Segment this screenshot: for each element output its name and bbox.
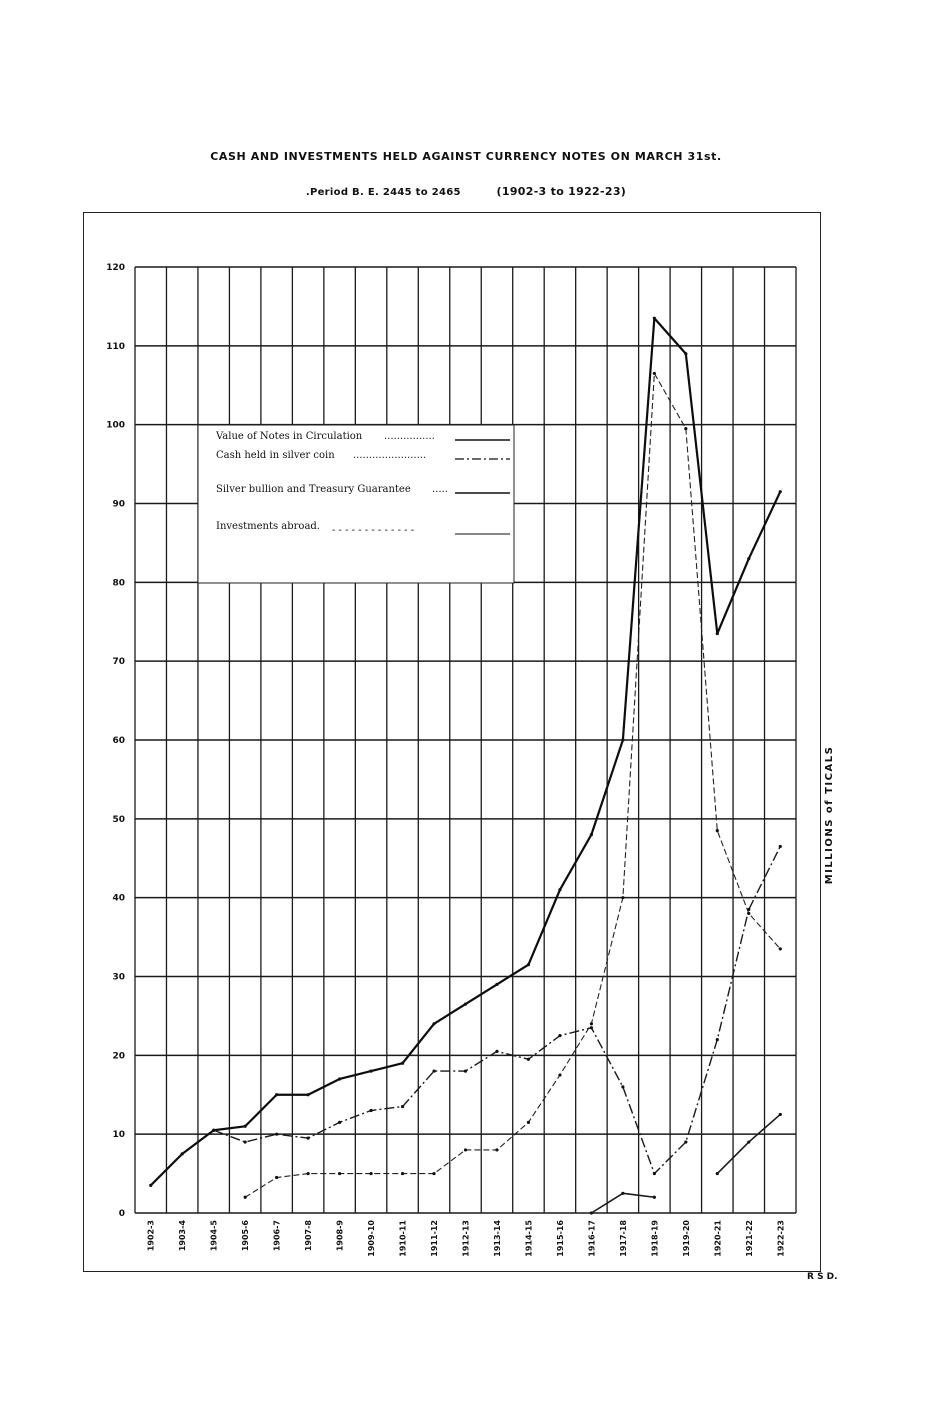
data-point: [432, 1172, 435, 1175]
data-point: [401, 1105, 404, 1108]
x-tick-label: 1916-17: [587, 1220, 597, 1257]
data-point: [747, 557, 750, 560]
series-line-3: [591, 1193, 654, 1213]
data-point: [590, 1026, 593, 1029]
data-point: [621, 896, 624, 899]
data-point: [653, 317, 656, 320]
y-tick-label: 10: [112, 1130, 125, 1141]
legend-box: [198, 425, 514, 583]
x-tick-label: 1906-7: [272, 1220, 282, 1252]
data-point: [684, 427, 687, 430]
data-point: [716, 632, 719, 635]
x-tick-label: 1902-3: [146, 1220, 156, 1252]
data-point: [527, 963, 530, 966]
legend-label-silver-coin: Cash held in silver coin: [216, 450, 335, 461]
x-tick-label: 1908-9: [335, 1220, 345, 1252]
data-point: [621, 1085, 624, 1088]
data-point: [244, 1140, 247, 1143]
data-point: [401, 1062, 404, 1065]
data-point: [590, 1211, 593, 1214]
data-point: [779, 1113, 782, 1116]
data-point: [212, 1129, 215, 1132]
y-tick-label: 60: [112, 736, 125, 746]
data-point: [464, 1070, 467, 1073]
period-text: .Period B. E. 2445 to 2465: [305, 187, 461, 198]
data-point: [244, 1196, 247, 1199]
y-tick-label: 120: [106, 263, 125, 273]
y-tick-label: 90: [112, 499, 125, 510]
x-tick-label: 1913-14: [492, 1220, 502, 1257]
x-tick-label: 1907-8: [304, 1220, 314, 1252]
data-point: [149, 1184, 152, 1187]
data-point: [779, 845, 782, 848]
y-tick-label: 0: [118, 1209, 125, 1219]
x-tick-label: 1903-4: [178, 1220, 188, 1252]
x-axis-ticks: [147, 1220, 786, 1257]
data-point: [716, 1172, 719, 1175]
y-tick-label: 20: [112, 1051, 125, 1062]
data-point: [307, 1137, 310, 1140]
legend-frame: [198, 425, 514, 583]
data-point: [558, 888, 561, 891]
x-tick-label: 1914-15: [524, 1220, 534, 1257]
data-point: [716, 829, 719, 832]
legend-label-bullion: Silver bullion and Treasury Guarantee: [216, 484, 411, 495]
legend-label-investments: Investments abroad.: [216, 521, 320, 532]
y-tick-label: 100: [106, 420, 125, 431]
data-point: [275, 1133, 278, 1136]
x-tick-label: 1905-6: [241, 1220, 251, 1252]
x-tick-label: 1904-5: [209, 1220, 219, 1252]
data-point: [307, 1172, 310, 1175]
x-tick-label: 1915-16: [555, 1220, 565, 1257]
legend-leader-circulation: ................: [384, 431, 435, 442]
x-tick-label: 1910-11: [398, 1220, 408, 1257]
data-point: [747, 1140, 750, 1143]
x-tick-label: 1919-20: [681, 1220, 691, 1257]
data-point: [464, 1148, 467, 1151]
data-point: [590, 833, 593, 836]
data-point: [244, 1125, 247, 1128]
x-tick-label: 1912-13: [461, 1220, 471, 1257]
data-point: [590, 1022, 593, 1025]
data-point: [495, 1148, 498, 1151]
data-point: [527, 1121, 530, 1124]
data-point: [275, 1093, 278, 1096]
y-tick-label: 50: [112, 814, 125, 825]
legend-leader-bullion: .....: [432, 484, 448, 495]
data-point: [432, 1022, 435, 1025]
data-point: [653, 1196, 656, 1199]
signature: R S D.: [807, 1272, 838, 1282]
data-point: [558, 1073, 561, 1076]
legend-leader-silver-coin: .......................: [353, 450, 427, 461]
data-point: [495, 1050, 498, 1053]
data-point: [464, 1002, 467, 1005]
data-point: [338, 1077, 341, 1080]
y-tick-label: 110: [106, 341, 125, 352]
x-tick-label: 1917-18: [618, 1220, 628, 1257]
data-point: [684, 352, 687, 355]
y-axis-label: MILLIONS of TICALS: [824, 745, 835, 885]
data-point: [653, 1172, 656, 1175]
data-point: [621, 1192, 624, 1195]
data-point: [307, 1093, 310, 1096]
x-tick-label: 1920-21: [713, 1220, 723, 1257]
y-tick-label: 40: [112, 893, 125, 904]
y-axis-ticks: [106, 263, 125, 1219]
data-point: [338, 1172, 341, 1175]
series-line-3: [717, 1114, 780, 1173]
y-tick-label: 80: [112, 578, 125, 589]
period-range: (1902-3 to 1922-23): [496, 185, 627, 198]
series-line-2: [214, 846, 781, 1173]
data-point: [338, 1121, 341, 1124]
x-tick-label: 1911-12: [430, 1220, 440, 1257]
data-point: [401, 1172, 404, 1175]
y-tick-label: 30: [112, 972, 125, 983]
data-point: [621, 738, 624, 741]
x-tick-label: 1922-23: [776, 1220, 786, 1257]
data-point: [716, 1038, 719, 1041]
chart-title: CASH AND INVESTMENTS HELD AGAINST CURRENCY NOTES ON MARCH 31st.: [210, 150, 722, 163]
data-point: [747, 912, 750, 915]
legend-leader-investments: - - - - - - - - - - - - -: [332, 525, 415, 536]
data-point: [181, 1152, 184, 1155]
legend-label-circulation: Value of Notes in Circulation: [216, 431, 363, 442]
x-tick-label: 1921-22: [744, 1220, 754, 1257]
y-tick-label: 70: [112, 657, 125, 668]
data-point: [653, 372, 656, 375]
x-tick-label: 1909-10: [367, 1220, 377, 1257]
data-point: [369, 1172, 372, 1175]
data-point: [779, 947, 782, 950]
data-point: [369, 1070, 372, 1073]
x-tick-label: 1918-19: [650, 1220, 660, 1257]
data-point: [558, 1034, 561, 1037]
data-point: [779, 490, 782, 493]
data-point: [495, 983, 498, 986]
data-point: [275, 1176, 278, 1179]
data-point: [527, 1058, 530, 1061]
data-point: [432, 1070, 435, 1073]
data-point: [684, 1140, 687, 1143]
data-point: [369, 1109, 372, 1112]
